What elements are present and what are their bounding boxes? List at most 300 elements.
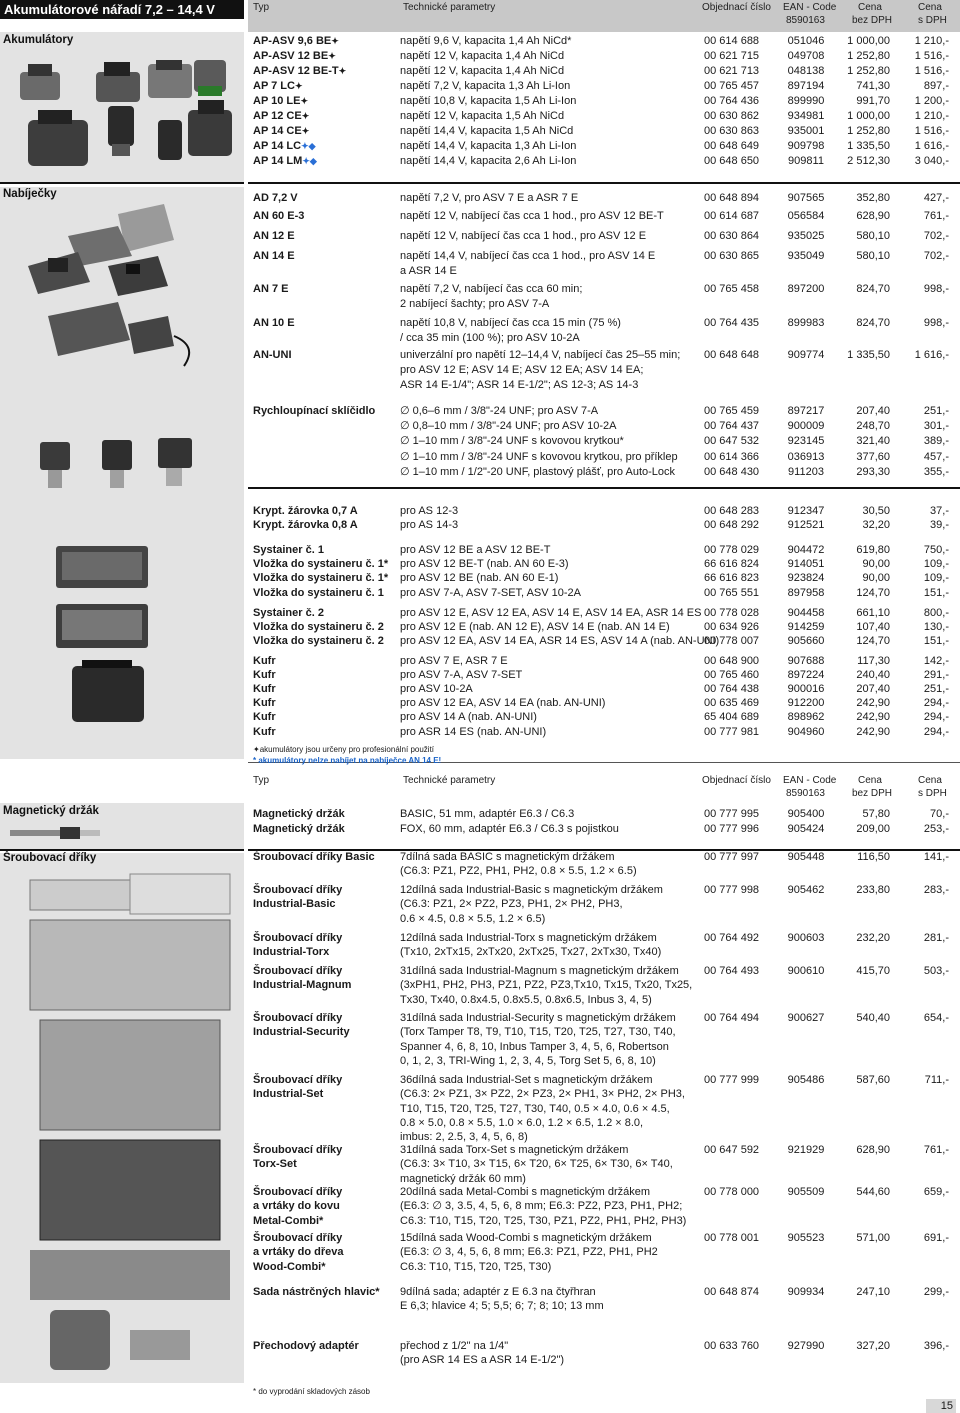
case-images [48,542,188,732]
chuck-order-no: 00 764 437 [704,420,760,433]
bit-set-ean: 927990 [787,1340,825,1352]
charger-params: napětí 10,8 V, nabíjecí čas cca 15 min (75 %) [400,317,621,329]
bulb-ean: 912521 [787,519,825,531]
bit-set-params: 36dílná sada Industrial-Set s magnetickým držákem [400,1074,653,1086]
battery-type-label: AP 14 LM [253,155,303,167]
battery-type-label: AP 14 LC [253,140,302,152]
bit-set-params: (3xPH1, PH2, PH3, PZ1, PZ2, PZ3,Tx10, Tx15, Tx20, Tx25, [400,979,693,992]
systainer-price-net: 90,00 [862,558,890,571]
case-ean: 904960 [787,725,825,738]
battery-price-gross: 1 210,- [914,35,949,47]
separator [248,182,960,184]
systainer-ean: 923824 [787,572,825,585]
systainer-price-gross: 130,- [923,621,949,634]
bit-set-params: Tx30, Tx40, 0.8x4.5, 0.8x5.5, 0.8x6.5, Inbus 3, 4, 5) [400,993,652,1006]
bit-set-params: C6.3: T10, T15, T20, T25, T30) [400,1260,552,1273]
chuck-params: ∅ 0,8–10 mm / 3/8"-24 UNF; pro ASV 10-2A [400,420,617,433]
bit-set-ean: 921929 [787,1144,825,1156]
chuck-order-no: 00 648 430 [704,465,760,478]
pro-mark-icon: ✦ [294,81,303,91]
charger-order-no: 00 648 894 [704,192,760,204]
charger-params: 2 nabíjecí šachty; pro ASV 7-A [400,298,550,311]
bit-set-type: Sada nástrčných hlavic* [253,1286,380,1298]
charger-price-gross: 998,- [923,283,949,295]
systainer-order-no: 00 778 007 [704,635,760,648]
battery-params: napětí 14,4 V, kapacita 1,3 Ah Li-Ion [400,140,577,152]
case-price-gross: 294,- [923,725,949,738]
systainer-params: pro ASV 12 BE a ASV 12 BE-T [400,544,551,556]
holder-ean: 905424 [787,823,825,835]
charger-ean: 897200 [787,283,825,295]
charger-params: a ASR 14 E [400,265,457,278]
charger-order-no: 00 765 458 [704,283,760,295]
battery-price-gross: 1 616,- [914,140,949,152]
chuck-ean: 911203 [788,465,824,478]
systainer-price-gross: 750,- [923,544,949,556]
bit-set-params: (C6.3: 2× PZ1, 3× PZ2, 2× PZ3, 2× PH1, 3× PH2, 2× PH3, [400,1088,685,1101]
case-type: Kufr [253,697,276,710]
holder-type: Magnetický držák [253,808,345,820]
chuck-type: Rychloupínací sklíčidlo [253,405,376,417]
battery-order-no: 00 621 715 [704,50,760,62]
battery-type-label: AP 10 LE [253,95,301,107]
bit-set-price-gross: 761,- [923,1144,949,1156]
systainer-ean: 897958 [787,586,825,599]
charger-order-no: 00 630 864 [704,230,760,242]
charger-price-gross: 998,- [923,317,949,329]
bit-set-price-gross: 299,- [923,1286,949,1298]
case-params: pro ASR 14 ES (nab. AN-UNI) [400,725,547,738]
bit-set-price-gross: 396,- [923,1340,949,1352]
bit-set-price-gross: 283,- [923,884,949,896]
case-ean: 907688 [787,655,825,667]
charger-price-gross: 761,- [923,210,949,222]
chuck-price-net: 377,60 [856,450,890,463]
battery-type [253,124,309,138]
bulb-price-net: 32,20 [862,519,890,531]
case-price-net: 242,90 [856,697,890,710]
bit-set-order-no: 00 764 492 [704,932,760,944]
bit-set-type: Šroubovací dříky [253,932,343,944]
bulb-params: pro AS 14-3 [400,519,459,531]
bit-set-ean: 900610 [787,965,825,977]
case-params: pro ASV 7-A, ASV 7-SET [400,669,523,682]
systainer-order-no: 00 778 029 [704,544,760,556]
battery-ean: 049708 [787,50,825,62]
systainer-type: Vložka do systaineru č. 1* [253,558,389,571]
holder-price-net: 209,00 [856,823,890,835]
bit-set-params: (C6.3: PZ1, PZ2, PH1, PH2, 0.8 × 5.5, 1.2 × 6.5) [400,865,637,878]
charger-price-net: 580,10 [856,250,890,262]
battery-order-no: 00 621 713 [704,65,760,77]
bit-set-ean: 905523 [787,1232,825,1244]
header-ean: EAN - Code [783,2,837,13]
case-type: Kufr [253,683,276,696]
charger-order-no: 00 764 435 [704,317,760,329]
battery-price-gross: 897,- [923,80,949,92]
charger-price-net: 628,90 [856,210,890,222]
systainer-price-net: 124,70 [856,635,890,648]
charger-type: AN 10 E [253,317,295,329]
case-type: Kufr [253,655,276,667]
systainer-order-no: 00 778 028 [704,607,760,619]
battery-price-net: 1 000,00 [847,110,890,122]
holder-params: BASIC, 51 mm, adaptér E6.3 / C6.3 [400,808,575,820]
note-warning: * akumulátory nelze nabíjet na nabíječce AN 14 E! [253,756,442,765]
systainer-ean: 905660 [787,635,825,648]
systainer-price-net: 661,10 [856,607,890,619]
charger-params: / cca 35 min (100 %); pro ASV 10-2A [400,332,580,345]
charger-ean: 909774 [787,349,825,361]
chuck-price-net: 293,30 [856,465,890,478]
chuck-price-gross: 389,- [923,435,949,448]
bulb-order-no: 00 648 292 [704,519,760,531]
charger-ean: 899983 [787,317,825,329]
chuck-images [18,432,218,502]
bit-set-type: Industrial-Torx [253,946,330,959]
bit-set-params: 15dílná sada Wood-Combi s magnetickým držákem [400,1232,652,1244]
battery-ean: 051046 [787,35,825,47]
battery-params: napětí 9,6 V, kapacita 1,4 Ah NiCd* [400,35,572,47]
case-type: Kufr [253,725,276,738]
bit-set-price-gross: 141,- [923,851,949,863]
charger-price-gross: 1 616,- [914,349,949,361]
battery-price-net: 1 252,80 [847,125,890,137]
charger-price-gross: 702,- [923,230,949,242]
chuck-price-net: 207,40 [856,405,890,417]
battery-price-net: 1 252,80 [847,65,890,77]
bit-set-price-net: 587,60 [856,1074,890,1086]
bit-set-price-gross: 503,- [923,965,949,977]
systainer-price-gross: 151,- [923,586,949,599]
systainer-order-no: 00 634 926 [704,621,760,634]
charger-params: ASR 14 E-1/4"; ASR 14 E-1/2"; AS 12-3; AS 14-3 [400,379,639,392]
bit-set-order-no: 00 764 494 [704,1012,760,1024]
systainer-type: Systainer č. 2 [253,607,324,619]
bit-set-params: 0, 1, 2, 3, TRI-Wing 1, 2, 3, 4, 5, Torg Set 5, 6, 8, 10) [400,1054,656,1067]
battery-type-label: AP 12 CE [253,110,302,122]
chuck-price-gross: 301,- [923,420,949,433]
charger-price-net: 824,70 [856,283,890,295]
bit-set-type: Industrial-Set [253,1088,324,1101]
chuck-params: ∅ 0,6–6 mm / 3/8"-24 UNF; pro ASV 7-A [400,405,599,417]
charger-ean: 907565 [787,192,825,204]
case-price-net: 117,30 [857,655,890,667]
bit-set-price-gross: 691,- [923,1232,949,1244]
bit-set-images [10,870,238,1380]
bit-set-price-gross: 659,- [923,1186,949,1198]
header-cena: Cena [858,775,882,786]
note-professional: ✦akumulátory jsou určeny pro profesionální použití [253,745,435,754]
bit-set-params: 20dílná sada Metal-Combi s magnetickým držákem [400,1186,651,1198]
charger-order-no: 00 614 687 [704,210,760,222]
bit-set-price-net: 544,60 [856,1186,890,1198]
bulb-params: pro AS 12-3 [400,505,459,517]
bit-set-type: Industrial-Security [253,1026,350,1039]
case-price-gross: 251,- [923,683,949,696]
header-ean: EAN - Code [783,775,837,786]
bulb-price-gross: 37,- [930,505,949,517]
bit-set-type: Šroubovací dříky [253,1186,343,1198]
battery-ean: 935001 [787,125,825,137]
battery-type [253,34,339,48]
charger-params: napětí 7,2 V, pro ASV 7 E a ASR 7 E [400,192,579,204]
charger-price-net: 580,10 [856,230,890,242]
systainer-price-gross: 800,- [923,607,949,619]
case-price-gross: 291,- [923,669,949,682]
header-params: Technické parametry [403,2,496,13]
battery-params: napětí 10,8 V, kapacita 1,5 Ah Li-Ion [400,95,577,107]
bulb-type: Krypt. žárovka 0,7 A [253,505,358,517]
systainer-params: pro ASV 7-A, ASV 7-SET, ASV 10-2A [400,586,581,599]
battery-order-no: 00 630 862 [704,110,760,122]
bit-set-params: 12dílná sada Industrial-Torx s magnetickým držákem [400,932,657,944]
bit-set-ean: 909934 [787,1286,825,1298]
bit-set-params: (C6.3: 3× T10, 3× T15, 6× T20, 6× T25, 6× T30, 6× T40, [400,1158,673,1171]
charger-params: napětí 12 V, nabíjecí čas cca 1 hod., pro ASV 12 E [400,230,647,242]
header-cena-s: Cena [918,2,942,13]
case-order-no: 00 635 469 [704,697,760,710]
bulb-type: Krypt. žárovka 0,8 A [253,519,358,531]
header-params: Technické parametry [403,775,496,786]
battery-type-label: AP-ASV 9,6 BE [253,35,332,47]
footnote: * do vyprodání skladových zásob [253,1387,370,1396]
header-cena: Cena [858,2,882,13]
battery-price-gross: 1 200,- [914,95,949,107]
bit-set-type: Metal-Combi* [253,1214,324,1227]
charger-type: AN 7 E [253,283,289,295]
charger-price-gross: 702,- [923,250,949,262]
chuck-ean: 036913 [787,450,825,463]
header-typ: Typ [253,2,270,13]
bit-set-params: 7dílná sada BASIC s magnetickým držákem [400,851,615,863]
chuck-price-net: 321,40 [856,435,890,448]
bit-set-params: T10, T15, T20, T25, T27, T30, T40, 0.5 × 4.0, 0.6 × 4.5, [400,1102,670,1115]
bit-set-params: (pro ASR 14 ES a ASR 14 E-1/2") [400,1354,565,1367]
section-akumulatory: Akumulátory [3,34,74,46]
charger-type: AN 14 E [253,250,295,262]
battery-type [253,154,317,168]
bit-set-price-net: 571,00 [856,1232,890,1244]
battery-order-no: 00 765 457 [704,80,760,92]
battery-price-net: 1 252,80 [847,50,890,62]
battery-price-gross: 1 516,- [914,50,949,62]
header-s-dph: s DPH [918,788,947,799]
bit-set-type: a vrtáky do dřeva [253,1246,344,1259]
case-type: Kufr [253,711,276,724]
bit-set-price-gross: 654,- [923,1012,949,1024]
bit-set-params: 31dílná sada Torx-Set s magnetickým držákem [400,1144,629,1156]
battery-price-net: 991,70 [856,95,890,107]
holder-price-gross: 70,- [930,808,949,820]
bit-set-params: 0.6 × 4.5, 0.8 × 5.5, 1.2 × 6.5) [400,912,546,925]
battery-ean: 048138 [787,65,825,77]
holder-params: FOX, 60 mm, adaptér E6.3 / C6.3 s pojistkou [400,823,619,835]
pro-mark-icon: ✦ [300,96,309,106]
pro-mark-icon: ✦ [301,126,310,136]
bulb-order-no: 00 648 283 [704,505,760,517]
battery-params: napětí 12 V, kapacita 1,4 Ah NiCd [400,50,565,62]
chuck-params: ∅ 1–10 mm / 3/8"-24 UNF s kovovou krytkou* [400,435,624,448]
bit-set-params: 9dílná sada; adaptér z E 6.3 na čtyřhran [400,1286,596,1298]
bit-set-type: Industrial-Basic [253,898,336,911]
battery-order-no: 00 648 649 [704,140,760,152]
systainer-price-net: 619,80 [856,544,890,556]
case-params: pro ASV 10-2A [400,683,473,696]
battery-order-no: 00 614 688 [704,35,760,47]
chuck-ean: 900009 [787,420,825,433]
bit-set-order-no: 00 777 998 [704,884,760,896]
bit-set-type: Šroubovací dříky Basic [253,851,375,863]
divider [0,182,244,184]
case-ean: 900016 [787,683,825,696]
header-bez-dph: bez DPH [852,788,893,799]
charger-price-net: 824,70 [856,317,890,329]
section-magneticky: Magnetický držák [3,805,99,817]
charger-images [8,196,236,376]
systainer-params: pro ASV 12 EA, ASV 14 EA, ASR 14 ES, ASV 14 A (nab. AN-UNI) [400,635,720,648]
bit-set-ean: 900603 [787,932,825,944]
charger-ean: 056584 [787,210,825,222]
bit-set-params: (E6.3: ∅ 3, 4, 5, 6, 8 mm; E6.3: PZ1, PZ2, PH1, PH2 [400,1246,658,1259]
bit-set-order-no: 00 647 592 [704,1144,760,1156]
bit-set-params: 31dílná sada Industrial-Security s magnetickým držákem [400,1012,676,1024]
battery-images [8,60,236,178]
battery-price-net: 741,30 [856,80,890,92]
battery-params: napětí 12 V, kapacita 1,5 Ah NiCd [400,110,565,122]
section-nabijecky: Nabíječky [3,188,57,200]
battery-price-gross: 1 516,- [914,125,949,137]
case-ean: 897224 [787,669,825,682]
systainer-price-gross: 109,- [923,558,949,571]
systainer-ean: 914051 [787,558,825,571]
chuck-price-gross: 251,- [923,405,949,417]
case-order-no: 00 765 460 [704,669,760,682]
divider [0,849,244,851]
battery-price-gross: 1 210,- [914,110,949,122]
pro-mark-icon: ✦ [301,111,310,121]
charger-order-no: 00 630 865 [704,250,760,262]
bit-set-type: Šroubovací dříky [253,1144,343,1156]
bit-set-ean: 905448 [787,851,825,863]
chuck-price-gross: 355,- [923,465,949,478]
bit-set-type: a vrtáky do kovu [253,1200,340,1213]
systainer-ean: 914259 [787,621,825,634]
bit-set-order-no: 00 777 999 [704,1074,760,1086]
bit-set-params: magnetický držák 60 mm) [400,1172,526,1185]
chuck-price-net: 248,70 [856,420,890,433]
bit-set-price-net: 247,10 [856,1286,890,1298]
bit-set-params: (Torx Tamper T8, T9, T10, T15, T20, T25, T27, T30, T40, [400,1026,676,1039]
bit-set-type: Torx-Set [253,1158,297,1171]
systainer-price-net: 124,70 [856,586,890,599]
case-price-net: 240,40 [856,669,890,682]
bit-set-type: Šroubovací dříky [253,965,343,977]
header-ean-prefix: 8590163 [786,788,825,799]
bit-set-price-net: 327,20 [856,1340,890,1352]
systainer-price-net: 107,40 [856,621,890,634]
chuck-params: ∅ 1–10 mm / 3/8"-24 UNF s kovovou krytkou, pro příklep [400,450,678,463]
bit-set-price-net: 116,50 [857,851,890,863]
bulb-ean: 912347 [787,505,825,517]
pro-mark-icon: ✦ [338,66,347,76]
bit-set-order-no: 00 778 001 [704,1232,760,1244]
bit-set-params: C6.3: T10, T15, T20, T25, T30, PZ1, PZ2, PH1, PH2, PH3) [400,1214,687,1227]
battery-price-gross: 1 516,- [914,65,949,77]
battery-params: napětí 14,4 V, kapacita 1,5 Ah NiCd [400,125,574,137]
bit-set-type: Šroubovací dříky [253,1012,343,1024]
charger-type: AN 60 E-3 [253,210,305,222]
header-s-dph: s DPH [918,15,947,26]
case-ean: 912200 [787,697,825,710]
battery-price-net: 1 335,50 [847,140,890,152]
charger-order-no: 00 648 648 [704,349,760,361]
bit-set-order-no: 00 633 760 [704,1340,760,1352]
systainer-price-gross: 151,- [923,635,949,648]
bit-set-params: (Tx10, 2xTx15, 2xTx20, 2xTx25, Tx27, 2xTx30, Tx40) [400,946,662,959]
bit-set-ean: 905486 [787,1074,825,1086]
systainer-price-net: 90,00 [862,572,890,585]
bit-set-ean: 905462 [787,884,825,896]
case-params: pro ASV 7 E, ASR 7 E [400,655,508,667]
battery-price-gross: 3 040,- [914,155,949,167]
bit-set-params: Spanner 4, 6, 8, 10, Inbus Tamper 3, 4, 5, 6, Robertson [400,1040,669,1053]
battery-type-label: AP-ASV 12 BE-T [253,65,339,77]
bit-set-params: (E6.3: ∅ 3, 3.5, 4, 5, 6, 8 mm; E6.3: PZ2, PZ3, PH1, PH2; [400,1200,683,1213]
header-obj: Objednací číslo [702,775,771,786]
bit-set-price-net: 540,40 [856,1012,890,1024]
systainer-type: Systainer č. 1 [253,544,324,556]
case-price-net: 242,90 [856,711,890,724]
systainer-params: pro ASV 12 E (nab. AN 12 E), ASV 14 E (nab. AN 14 E) [400,621,670,634]
battery-ean: 909811 [788,155,824,167]
holder-ean: 905400 [787,808,825,820]
bit-set-type: Přechodový adaptér [253,1340,359,1352]
case-params: pro ASV 14 A (nab. AN-UNI) [400,711,537,724]
battery-price-net: 1 000,00 [847,35,890,47]
charger-price-net: 352,80 [856,192,890,204]
bit-set-price-net: 233,80 [856,884,890,896]
header-ean-prefix: 8590163 [786,15,825,26]
charger-ean: 935049 [787,250,825,262]
bit-set-order-no: 00 778 000 [704,1186,760,1198]
systainer-params: pro ASV 12 BE (nab. AN 60 E-1) [400,572,559,585]
systainer-order-no: 00 765 551 [704,586,760,599]
bit-set-ean: 905509 [787,1186,825,1198]
bit-set-ean: 900627 [787,1012,825,1024]
pro-mark-icon: ✦ [331,36,339,46]
systainer-order-no: 66 616 823 [704,572,760,585]
bit-set-price-net: 232,20 [856,932,890,944]
chuck-params: ∅ 1–10 mm / 1/2"-20 UNF, plastový plášť, pro Auto-Lock [400,465,676,478]
separator [248,487,960,489]
chuck-ean: 897217 [787,405,825,417]
battery-type-label: AP 14 CE [253,125,302,137]
header-typ: Typ [253,775,270,786]
chuck-order-no: 00 614 366 [704,450,760,463]
charger-type: AN-UNI [253,349,292,361]
bit-set-type: Šroubovací dříky [253,1074,343,1086]
bulb-price-net: 30,50 [862,505,890,517]
bit-set-params: 0.8 × 5.0, 0.8 × 5.5, 1.0 × 6.0, 1.2 × 6.5, 1.2 × 8.0, [400,1116,644,1129]
case-price-net: 242,90 [856,725,890,738]
holder-price-net: 57,80 [862,808,890,820]
battery-params: napětí 12 V, kapacita 1,4 Ah NiCd [400,65,565,77]
chuck-price-gross: 457,- [923,450,949,463]
battery-type [253,109,309,123]
battery-type [253,94,308,108]
case-price-net: 207,40 [856,683,890,696]
